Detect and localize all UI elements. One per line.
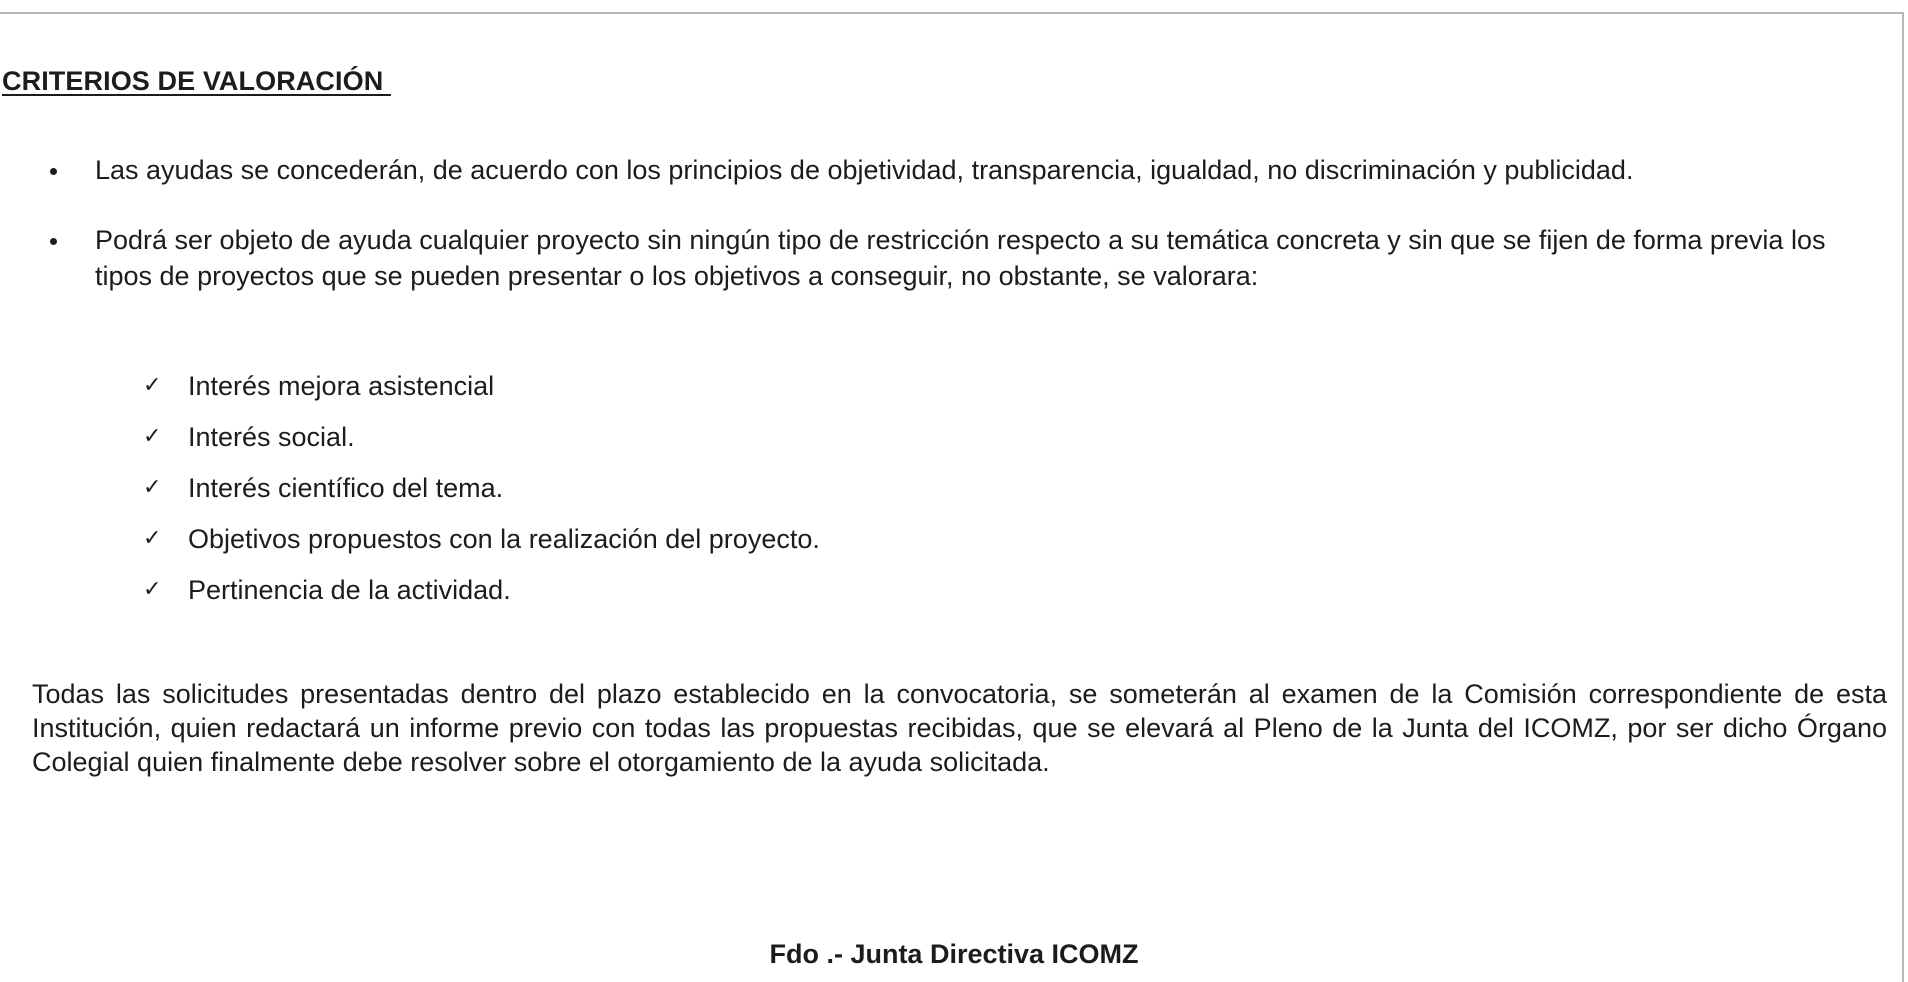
- checkmark-icon: ✓: [143, 373, 162, 398]
- bullet-text: Las ayudas se concederán, de acuerdo con los principios de objetividad, transparencia, igualdad, no discriminación y publicidad.: [95, 155, 1634, 185]
- criteria-item: [143, 419, 820, 470]
- closing-paragraph: Todas las solicitudes presentadas dentro del plazo establecido en la convocatoria, se someterán al examen de la Comisión correspondiente de esta Institución, quien redactará un informe previo con todas las propuestas recibidas, que se elevará al Pleno de la Junta del ICOMZ, por ser dicho Órgano Colegial quien finalmente debe resolver sobre el otorgamiento de la ayuda solicitada.: [32, 679, 1887, 777]
- criteria-text: Interés científico del tema.: [188, 473, 504, 503]
- checkmark-icon: ✓: [143, 424, 162, 449]
- criteria-list: [143, 368, 820, 623]
- criteria-text: Pertinencia de la actividad.: [188, 575, 511, 605]
- signature: Fdo .- Junta Directiva ICOMZ: [769, 939, 1139, 969]
- criteria-text: Interés mejora asistencial: [188, 371, 495, 401]
- checkmark-icon: ✓: [143, 475, 162, 500]
- bullet-text: Podrá ser objeto de ayuda cualquier proyecto sin ningún tipo de restricción respecto a su temática concreta y sin que se fijen de forma previa los tipos de proyectos que se pueden presentar o los objetivos a conseguir, no obstante, se valorara:: [95, 225, 1826, 291]
- section-heading: CRITERIOS DE VALORACIÓN: [2, 66, 391, 96]
- criteria-item: [143, 368, 820, 419]
- criteria-item: [143, 521, 820, 572]
- criteria-item: [143, 572, 820, 623]
- checkmark-icon: ✓: [143, 577, 162, 602]
- bullet-item: [50, 152, 1870, 188]
- bullet-dot-icon: [50, 238, 57, 245]
- bullet-list: [50, 152, 1870, 328]
- criteria-item: [143, 470, 820, 521]
- checkmark-icon: ✓: [143, 526, 162, 551]
- bullet-item: [50, 222, 1870, 294]
- criteria-text: Objetivos propuestos con la realización del proyecto.: [188, 524, 820, 554]
- criteria-text: Interés social.: [188, 422, 355, 452]
- bullet-dot-icon: [50, 168, 57, 175]
